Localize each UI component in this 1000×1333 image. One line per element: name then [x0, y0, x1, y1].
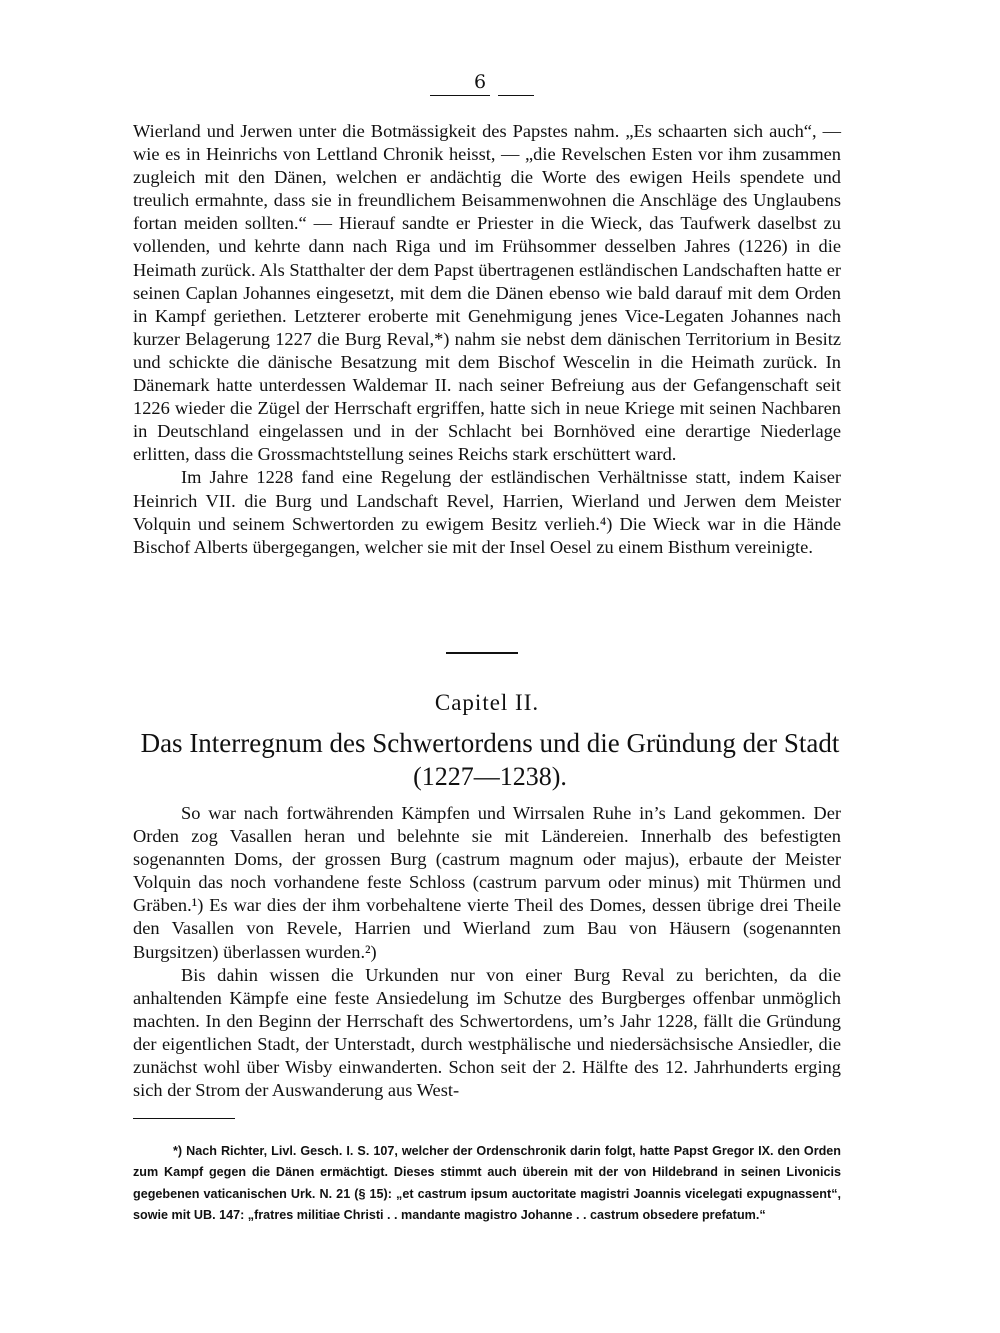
page-number: 6	[473, 71, 487, 93]
section-2-text	[133, 802, 841, 1102]
paragraph: Bis dahin wissen die Urkunden nur von einer Burg Reval zu berichten, da die anhaltenden Kämpfe eine feste Ansiedelung im Schutze des Burgberges offenbar unmöglich machten. In den Beginn der Herrschaft des Schwertordens, um’s Jahr 1228, fällt die Gründung der eigentlichen Stadt, der Unterstadt, durch westphälische und niedersächsische Ansiedler, die zunächst wohl über Wisby einwanderten. Schon seit der 2. Hälfte des 12. Jahrhunderts erging sich der Strom der Auswanderung aus West-	[133, 964, 841, 1101]
footnote: *) Nach Richter, Livl. Gesch. I. S. 107, welcher der Ordenschronik darin folgt, hatte Papst Gregor IX. den Orden zum Kampf gegen die Dänen ermächtigt. Dieses stimmt auch überein mit der von Hildebrand in seinen Livonicis gegebenen vaticanischen Urk. N. 21 (§ 15): „et castrum ipsum auctoritate magistri Joannis vicelegati expugnassent“, sowie mit UB. 147: „fratres militiae Christi . . mandante magistro Johanne . . castrum obsedere prefatum.“	[133, 1143, 841, 1223]
chapter-title-years: (1227—1238).	[413, 762, 567, 791]
paragraph: Im Jahre 1228 fand eine Regelung der estländischen Verhältnisse statt, indem Kaiser Heinrich VII. die Burg und Landschaft Revel, Harrien, Wierland und Jerwen dem Meister Volquin und seinem Schwertorden zu ewigem Besitz verlieh.⁴) Die Wieck war in die Hände Bischof Alberts übergegangen, welcher sie mit der Insel Oesel zu einem Bisthum vereinigte.	[133, 467, 841, 557]
paragraph: Wierland und Jerwen unter die Botmässigkeit des Papstes nahm. „Es schaarten sich auch“, — wie es in Heinrichs von Lettland Chronik heisst, — „die Revelschen Esten vor ihm zusammen zugleich mit den Dänen, welchen er andächtig die Worte des ewigen Heils spendete und treulich ermahnte, dass sie in freundlichem Beisammenwohnen die Anschläge des Unglaubens fortan meiden sollten.“ — Hierauf sandte er Priester in die Wieck, das Taufwerk daselbst zu vollenden, und kehrte dann nach Riga und im Frühsommer desselben Jahres (1226) in die Heimath zurück. Als Statthalter der dem Papst übertragenen estländischen Landschaften hatte er seinen Caplan Johannes eingesetzt, mit dem die Dänen ebenso wie bald darauf mit dem Orden in Kampf geriethen. Letzterer eroberte mit Genehmigung jenes Vice-Legaten Johannes nach kurzer Belagerung 1227 die Burg Reval,*) nahm sie nebst dem dänischen Territorium in Besitz und schickte die dänische Besatzung mit dem Bischof Wescelin in die Heimath zurück. In Dänemark hatte unterdessen Waldemar II. nach seiner Befreiung aus der Gefangenschaft seit 1226 wieder die Zügel der Herrschaft ergriffen, hatte sich in neue Kriege mit seinen Nachbaren in Deutschland eingelassen und in der Schlacht bei Bornhöved eine derartige Niederlage erlitten, dass die Grossmachtstellung seines Reichs stark erschüttert ward.	[133, 121, 841, 465]
chapter-title	[80, 726, 900, 794]
section-divider	[446, 652, 518, 654]
footnote-rule	[133, 1118, 235, 1119]
page-number-rule	[430, 95, 534, 96]
chapter-label: Capitel II.	[434, 690, 540, 715]
chapter-title-line: Das Interregnum des Schwertordens und die Gründung der Stadt	[140, 728, 840, 758]
section-1-text	[133, 120, 841, 559]
paragraph: So war nach fortwährenden Kämpfen und Wirrsalen Ruhe in’s Land gekommen. Der Orden zog Vasallen heran und belehnte sie mit Ländereien. Innerhalb des befestigten sogenannten Doms, der grossen Burg (castrum magnum oder majus), erbaute der Meister Volquin das noch vorhandene feste Schloss (castrum parvum oder minus) mit Thürmen und Gräben.¹) Es war dies der ihm vorbehaltene vierte Theil des Domes, dessen übrige drei Theile den Vasallen von Revele, Harrien und Wierland zum Bau von Häusern (sogenannten Burgsitzen) überlassen wurden.²)	[133, 803, 841, 962]
